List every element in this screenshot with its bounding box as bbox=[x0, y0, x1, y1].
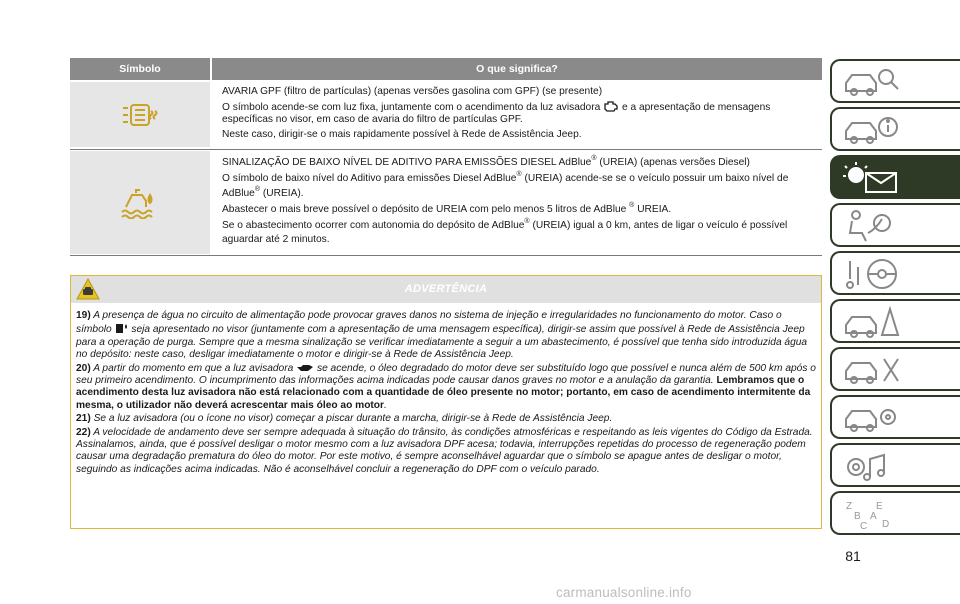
warning-item-20: 20) A partir do momento em que a luz avisadora se acende, o óleo degradado do motor deve ser substituído logo que possível e nunca além de 500 km após o seu primeiro acendimento. O incumprimento das informações acima indicadas pode causar danos graves no motor e a anulação da garantia. Lembramos que o acendimento desta luz avisadora não está relacionado com a quantidade de óleo presente no motor; portanto, em caso de acendimento intermitente da mesma, o utilizador não deverá acrescentar mais óleo ao motor. bbox=[76, 362, 816, 411]
car-info-icon bbox=[842, 113, 902, 147]
tab-technical-data[interactable] bbox=[830, 395, 960, 439]
svg-text:D: D bbox=[882, 519, 890, 530]
row2-divider bbox=[70, 255, 822, 256]
row1-paragraph2: Neste caso, dirigir-se o mais rapidamente possível à Rede de Assistência Jeep. bbox=[222, 128, 582, 140]
car-hazard-icon bbox=[842, 305, 902, 339]
water-in-fuel-icon bbox=[115, 322, 129, 334]
tab-vehicle-knowledge[interactable] bbox=[830, 59, 960, 103]
row2-paragraph1: O símbolo de baixo nível do Aditivo para emissões Diesel AdBlue® (UREIA) acende-se se o veículo possuir um baixo nível de AdBlue® (UREIA). bbox=[222, 171, 789, 199]
row2-icon-cell bbox=[70, 151, 210, 254]
svg-text:E: E bbox=[876, 501, 883, 512]
tab-warning-lights[interactable] bbox=[830, 155, 960, 199]
row1-paragraph1: O símbolo acende-se com luz fixa, juntamente com o acendimento da luz avisadora e a apresentação de mensagens específicas no visor, em caso de avaria do filtro de partículas GPF. bbox=[222, 101, 771, 126]
page-number: 81 bbox=[845, 548, 861, 564]
music-media-icon bbox=[842, 449, 902, 483]
tab-safety-info[interactable] bbox=[830, 107, 960, 151]
warning-light-message-icon bbox=[842, 161, 902, 195]
tab-safety[interactable] bbox=[830, 203, 960, 247]
svg-text:B: B bbox=[854, 511, 861, 522]
car-search-icon bbox=[842, 65, 902, 99]
tab-maintenance[interactable] bbox=[830, 347, 960, 391]
svg-text:Z: Z bbox=[846, 501, 853, 512]
seat-airbag-icon bbox=[842, 209, 902, 243]
tab-starting-driving[interactable] bbox=[830, 251, 960, 295]
car-gear-icon bbox=[842, 401, 902, 435]
warning-title: ADVERTÊNCIA bbox=[404, 283, 488, 295]
steering-wheel-icon bbox=[842, 257, 902, 291]
adblue-low-level-icon bbox=[120, 187, 160, 219]
row2-paragraph3: Se o abastecimento ocorrer com autonomia do depósito de AdBlue® (UREIA) igual a 0 km, antes de ligar o veículo é possível aguardar até 2 minutos. bbox=[222, 218, 788, 246]
engine-warning-icon bbox=[603, 101, 619, 112]
row2-description bbox=[222, 156, 820, 250]
watermark: carmanualsonline.info bbox=[556, 585, 692, 600]
row2-title: SINALIZAÇÃO DE BAIXO NÍVEL DE ADITIVO PARA EMISSÕES DIESEL AdBlue® (UREIA) (apenas versões Diesel) bbox=[222, 155, 750, 168]
row1-title: AVARIA GPF (filtro de partículas) (apenas versões gasolina com GPF) (se presente) bbox=[222, 86, 603, 97]
svg-text:C: C bbox=[860, 521, 868, 531]
warning-item-22: 22) A velocidade de andamento deve ser sempre adequada à situação do trânsito, às condições atmosféricas e respeitando as leis vigentes do Código da Estrada. Assinalamos, ainda, que é possível desligar o motor mesmo com a luz avisadora DPF acesa; todavia, interrupções repetidas do processo de regeneração podem causar uma degradação prematura do óleo do motor. Por este motivo, é sempre aconselhável aguardar que o símbolo se apague antes de desligar o motor, seguindo as indicações acima indicadas. Não é aconselhável concluir a regeneração do DPF com o veículo parado. bbox=[76, 426, 813, 475]
warning-item-21: 21) Se a luz avisadora (ou o ícone no visor) começar a piscar durante a marcha, dirigir-se à Rede de Assistência Jeep. bbox=[76, 413, 613, 425]
tab-multimedia[interactable] bbox=[830, 443, 960, 487]
header-symbol: Símbolo bbox=[119, 63, 161, 75]
tab-emergency[interactable] bbox=[830, 299, 960, 343]
car-tools-icon bbox=[842, 353, 902, 387]
row1-description bbox=[222, 86, 820, 143]
svg-text:A: A bbox=[870, 511, 877, 522]
warning-body bbox=[76, 310, 816, 477]
row1-icon-cell bbox=[70, 82, 210, 147]
gpf-particle-filter-icon bbox=[122, 102, 158, 128]
oil-degradation-icon bbox=[296, 363, 314, 373]
alphabet-index-icon bbox=[842, 497, 902, 531]
header-meaning: O que significa? bbox=[476, 63, 558, 75]
warning-item-19: 19) A presença de água no circuito de alimentação pode provocar graves danos no sistema de injeção e irregularidades no funcionamento do motor. Caso o símbolo seja apresentado no visor (juntamente com a apresentação de uma mensagem específica), dirigir-se assim que possível à Rede de Assistência Jeep para a operação de purga. Sempre que a mesma sinalização se verificar imediatamente a seguir a um abastecimento, é possível que tenha sido introduzida água no depósito: neste caso, desligar imediatamente o motor e dirigir-se à Rede de Assistência Jeep. bbox=[76, 310, 808, 361]
table-header bbox=[70, 58, 822, 80]
row1-divider bbox=[70, 149, 822, 150]
row2-paragraph2: Abastecer o mais breve possível o depósito de UREIA com pelo menos 5 litros de AdBlue ® UREIA. bbox=[222, 201, 672, 215]
tab-index[interactable] bbox=[830, 491, 960, 535]
